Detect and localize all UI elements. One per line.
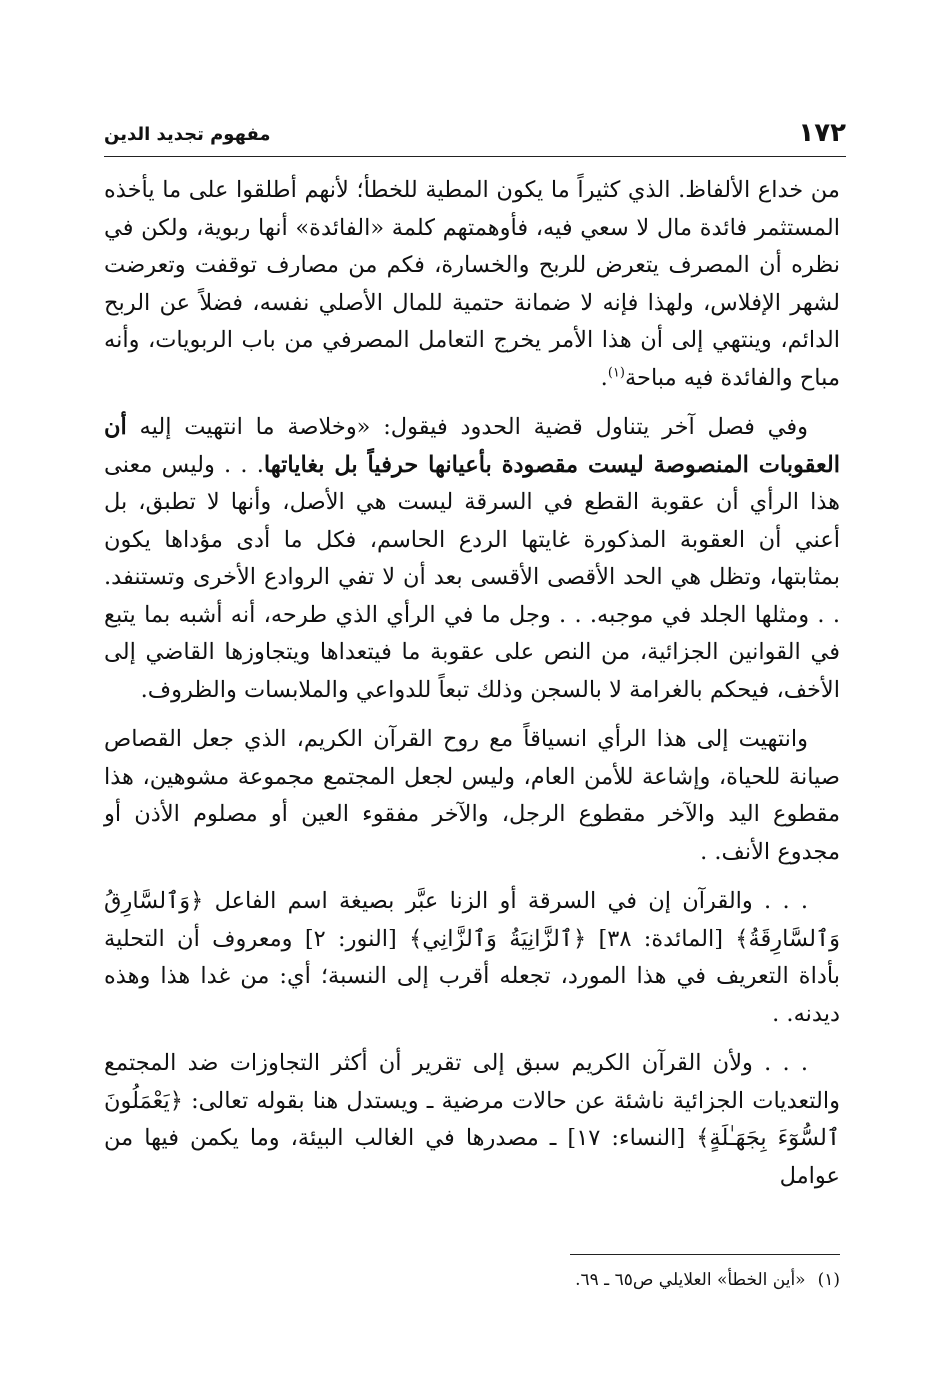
paragraph-2-intro: وفي فصل آخر يتناول قضية الحدود فيقول: «وخلاصة ما انتهيت إليه: [126, 414, 808, 440]
footnote-divider: [570, 1254, 840, 1255]
running-header: [104, 116, 846, 157]
page-number: ١٧٢: [798, 118, 846, 148]
footnote-reference: (١): [607, 365, 625, 380]
paragraph-4: . . . والقرآن إن في السرقة أو الزنا عبَّر بصيغة اسم الفاعل ﴿وَٱلسَّارِقُ وَٱلسَّارِقَةُ﴾ [المائدة: ٣٨] ﴿ٱلزَّانِيَةُ وَٱلزَّانِي﴾ [النور: ٢] ومعروف أن التحلية بأداة التعريف في هذا المورد، تجعله أقرب إلى النسبة؛ أي: من غدا هذا وهذه ديدنه. .: [104, 888, 840, 1027]
paragraph-1-text: من خداع الألفاظ. الذي كثيراً ما يكون المطية للخطأ؛ لأنهم أطلقوا على ما يأخذه المستثمر فائدة مال لا سعي فيه، فأوهمتهم كلمة «الفائدة» أنها ربوية، ولكن في نظره أن المصرف يتعرض للربح والخسارة، فكم من مصارف توقفت وتعرضت لشهر الإفلاس، ولهذا فإنه لا ضمانة حتمية للمال الأصلي نفسه، فضلاً عن الربح الدائم، وينتهي إلى أن هذا الأمر يخرج التعامل المصرفي من باب الربويات، وأنه مباح والفائدة فيه مباحة: [104, 177, 840, 391]
paragraph-5: . . . ولأن القرآن الكريم سبق إلى تقرير أن أكثر التجاوزات ضد المجتمع والتعديات الجزائية ناشئة عن حالات مرضية ـ ويستدل هنا بقوله تعالى: ﴿يَعْمَلُونَ ٱلسُّوٓءَ بِجَهَـٰلَةٍ﴾ [النساء: ١٧] ـ مصدرها في الغالب البيئة، وما يكمن فيها من عوامل: [104, 1050, 840, 1189]
paragraph-2-bold: أن العقوبات المنصوصة ليست مقصودة بأعيانها حرفياً بل بغاياتها: [104, 414, 840, 478]
paragraph-1: [104, 172, 840, 397]
paragraph-2: [104, 409, 840, 709]
main-text: [104, 172, 840, 1207]
footnote-number: (١): [817, 1270, 840, 1290]
paragraph-3: وانتهيت إلى هذا الرأي انسياقاً مع روح القرآن الكريم، الذي جعل القصاص صيانة للحياة، وإشاعة للأمن العام، وليس لجعل المجتمع مجموعة مشوهين، هذا مقطوع اليد والآخر مقطوع الرجل، والآخر مفقوء العين أو مصلوم الأذن أو مجدوع الأنف. .: [104, 726, 840, 865]
paragraph-2-rest: . . . وليس معنى هذا الرأي أن عقوبة القطع في السرقة ليست هي الأصل، وأنها لا تطبق، بل أعني أن العقوبة المذكورة غايتها الردع الحاسم، فكل ما أدى مؤداها يكون بمثابتها، وتظل هي الحد الأقصى الأقسى بعد أن لا تفي الروادع الأخرى وتستنفد. . . ومثلها الجلد في موجبه. . . وجل ما في الرأي الذي طرحه، أنه أشبه بما يتبع في القوانين الجزائية، من النص على عقوبة ما فيتعداها ويتجاوزها القاضي إلى الأخف، فيحكم بالغرامة لا بالسجن وذلك تبعاً للدواعي والملابسات والظروف.: [104, 451, 840, 703]
footnote: [104, 1266, 840, 1294]
footnote-text: «أين الخطأ» العلايلي ص٦٥ ـ ٦٩.: [575, 1270, 806, 1290]
paragraph-1-end: .: [600, 364, 608, 391]
book-title: مفهوم تجديد الدين: [104, 124, 271, 145]
